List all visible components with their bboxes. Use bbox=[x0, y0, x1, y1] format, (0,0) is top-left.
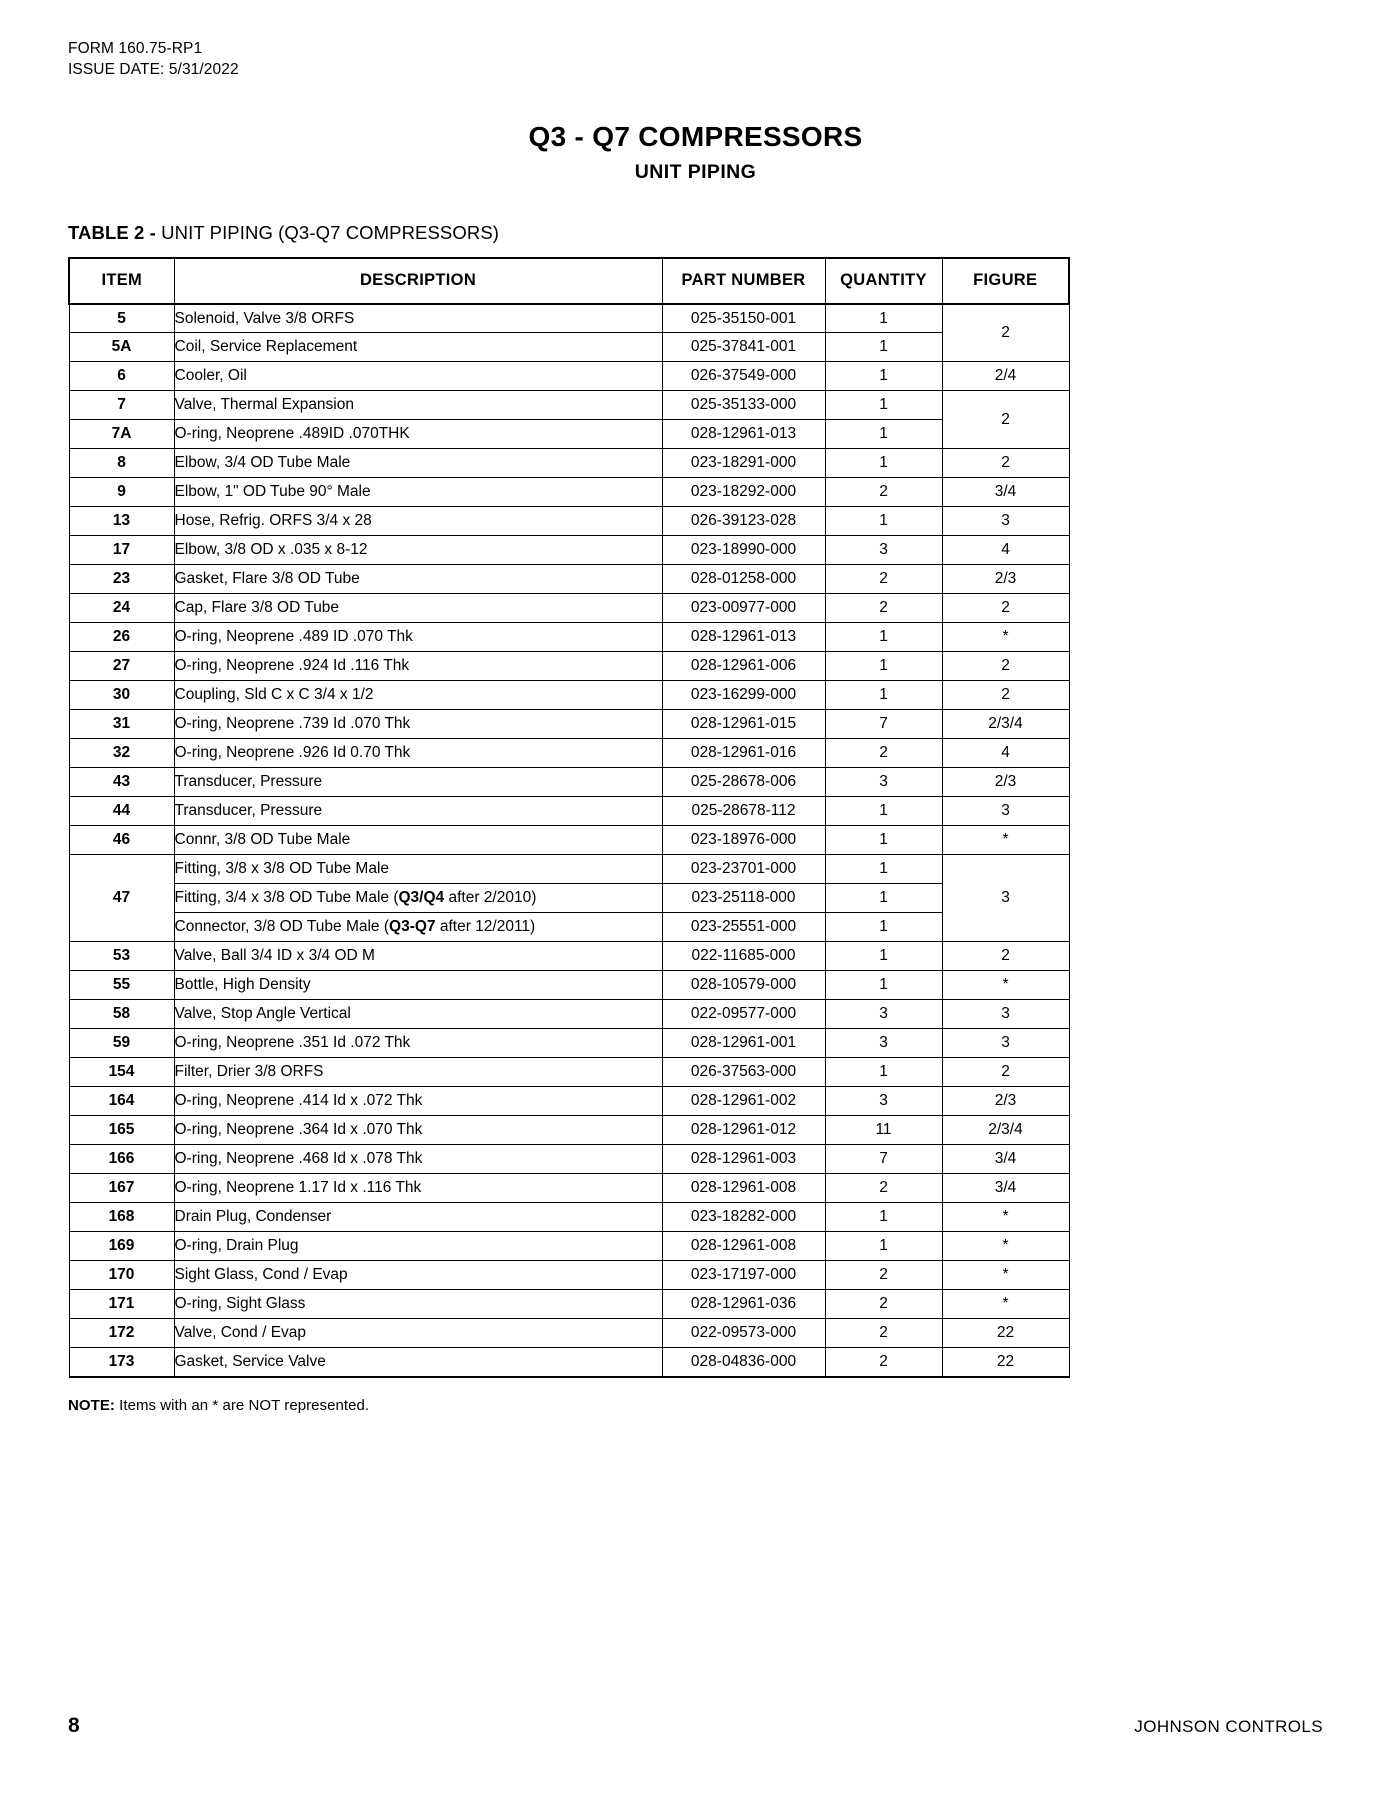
cell-figure: 3 bbox=[942, 855, 1069, 942]
cell-quantity: 1 bbox=[825, 797, 942, 826]
cell-item: 167 bbox=[69, 1174, 174, 1203]
table-row bbox=[69, 420, 1069, 449]
cell-part-number: 025-35150-001 bbox=[662, 304, 825, 333]
table-row bbox=[69, 681, 1069, 710]
cell-item: 5 bbox=[69, 304, 174, 333]
cell-quantity: 1 bbox=[825, 304, 942, 333]
cell-figure: 2 bbox=[942, 594, 1069, 623]
cell-quantity: 1 bbox=[825, 681, 942, 710]
cell-item: 30 bbox=[69, 681, 174, 710]
cell-description: Transducer, Pressure bbox=[174, 797, 662, 826]
cell-part-number: 023-23701-000 bbox=[662, 855, 825, 884]
table-header-row bbox=[69, 258, 1069, 304]
cell-item: 7A bbox=[69, 420, 174, 449]
cell-description: Coupling, Sld C x C 3/4 x 1/2 bbox=[174, 681, 662, 710]
cell-description: O-ring, Neoprene .364 Id x .070 Thk bbox=[174, 1116, 662, 1145]
cell-description: Elbow, 3/8 OD x .035 x 8-12 bbox=[174, 536, 662, 565]
page-subtitle: UNIT PIPING bbox=[634, 160, 757, 183]
table-row bbox=[69, 1261, 1069, 1290]
table-row bbox=[69, 565, 1069, 594]
cell-description: O-ring, Sight Glass bbox=[174, 1290, 662, 1319]
cell-quantity: 1 bbox=[825, 652, 942, 681]
cell-item: 53 bbox=[69, 942, 174, 971]
table-row bbox=[69, 1116, 1069, 1145]
column-header-description: DESCRIPTION bbox=[174, 258, 662, 304]
cell-part-number: 028-12961-006 bbox=[662, 652, 825, 681]
cell-figure: 2 bbox=[942, 449, 1069, 478]
form-header bbox=[68, 38, 1323, 81]
table-row bbox=[69, 652, 1069, 681]
table-row bbox=[69, 768, 1069, 797]
cell-item: 168 bbox=[69, 1203, 174, 1232]
cell-item: 59 bbox=[69, 1029, 174, 1058]
cell-quantity: 1 bbox=[825, 362, 942, 391]
cell-figure: 3 bbox=[942, 507, 1069, 536]
table-row bbox=[69, 971, 1069, 1000]
cell-description: Valve, Thermal Expansion bbox=[174, 391, 662, 420]
cell-quantity: 2 bbox=[825, 1348, 942, 1377]
cell-description: Hose, Refrig. ORFS 3/4 x 28 bbox=[174, 507, 662, 536]
cell-description: Coil, Service Replacement bbox=[174, 333, 662, 362]
cell-part-number: 023-25118-000 bbox=[662, 884, 825, 913]
cell-item: 58 bbox=[69, 1000, 174, 1029]
cell-description: Elbow, 1" OD Tube 90° Male bbox=[174, 478, 662, 507]
cell-part-number: 026-37563-000 bbox=[662, 1058, 825, 1087]
cell-quantity: 2 bbox=[825, 1319, 942, 1348]
cell-quantity: 1 bbox=[825, 942, 942, 971]
cell-part-number: 025-28678-112 bbox=[662, 797, 825, 826]
cell-quantity: 3 bbox=[825, 1029, 942, 1058]
cell-quantity: 2 bbox=[825, 739, 942, 768]
cell-item: 46 bbox=[69, 826, 174, 855]
cell-part-number: 023-00977-000 bbox=[662, 594, 825, 623]
cell-description: O-ring, Neoprene .489 ID .070 Thk bbox=[174, 623, 662, 652]
table-caption-text: UNIT PIPING (Q3-Q7 COMPRESSORS) bbox=[155, 221, 500, 243]
cell-item: 44 bbox=[69, 797, 174, 826]
cell-description: Fitting, 3/8 x 3/8 OD Tube Male bbox=[174, 855, 662, 884]
cell-description: Drain Plug, Condenser bbox=[174, 1203, 662, 1232]
cell-description: O-ring, Neoprene .468 Id x .078 Thk bbox=[174, 1145, 662, 1174]
cell-item: 32 bbox=[69, 739, 174, 768]
cell-item: 171 bbox=[69, 1290, 174, 1319]
cell-description: Transducer, Pressure bbox=[174, 768, 662, 797]
cell-figure: * bbox=[942, 971, 1069, 1000]
table-row bbox=[69, 333, 1069, 362]
cell-quantity: 1 bbox=[825, 1203, 942, 1232]
table-row bbox=[69, 1087, 1069, 1116]
cell-figure: 4 bbox=[942, 739, 1069, 768]
table-row bbox=[69, 884, 1069, 913]
table-row bbox=[69, 478, 1069, 507]
cell-part-number: 022-11685-000 bbox=[662, 942, 825, 971]
cell-part-number: 028-12961-002 bbox=[662, 1087, 825, 1116]
cell-item: 170 bbox=[69, 1261, 174, 1290]
cell-part-number: 028-12961-013 bbox=[662, 623, 825, 652]
cell-figure: 4 bbox=[942, 536, 1069, 565]
note-text: Items with an * are NOT represented. bbox=[114, 1396, 370, 1414]
cell-figure: 2 bbox=[942, 304, 1069, 362]
cell-part-number: 026-37549-000 bbox=[662, 362, 825, 391]
cell-figure: 3/4 bbox=[942, 1145, 1069, 1174]
column-header-item: ITEM bbox=[69, 258, 174, 304]
table-row bbox=[69, 1174, 1069, 1203]
cell-part-number: 028-01258-000 bbox=[662, 565, 825, 594]
cell-quantity: 1 bbox=[825, 333, 942, 362]
cell-item: 6 bbox=[69, 362, 174, 391]
cell-description: O-ring, Neoprene .739 Id .070 Thk bbox=[174, 710, 662, 739]
cell-figure: 3 bbox=[942, 1029, 1069, 1058]
cell-figure: 22 bbox=[942, 1348, 1069, 1377]
cell-description: Elbow, 3/4 OD Tube Male bbox=[174, 449, 662, 478]
cell-quantity: 3 bbox=[825, 1000, 942, 1029]
cell-item: 164 bbox=[69, 1087, 174, 1116]
table-row bbox=[69, 710, 1069, 739]
cell-part-number: 023-17197-000 bbox=[662, 1261, 825, 1290]
cell-item: 31 bbox=[69, 710, 174, 739]
cell-item: 23 bbox=[69, 565, 174, 594]
cell-part-number: 025-28678-006 bbox=[662, 768, 825, 797]
cell-quantity: 1 bbox=[825, 391, 942, 420]
column-header-part-number: PART NUMBER bbox=[662, 258, 825, 304]
cell-figure: * bbox=[942, 1203, 1069, 1232]
cell-part-number: 023-18291-000 bbox=[662, 449, 825, 478]
page-number: 8 bbox=[68, 1714, 80, 1737]
cell-item: 173 bbox=[69, 1348, 174, 1377]
cell-description: O-ring, Drain Plug bbox=[174, 1232, 662, 1261]
cell-part-number: 022-09573-000 bbox=[662, 1319, 825, 1348]
note-label: NOTE: bbox=[68, 1396, 115, 1414]
cell-description: Valve, Cond / Evap bbox=[174, 1319, 662, 1348]
table-row bbox=[69, 1145, 1069, 1174]
cell-part-number: 028-12961-001 bbox=[662, 1029, 825, 1058]
table-row bbox=[69, 1029, 1069, 1058]
cell-quantity: 2 bbox=[825, 1290, 942, 1319]
parts-table bbox=[68, 257, 1070, 1378]
cell-item: 17 bbox=[69, 536, 174, 565]
table-row bbox=[69, 942, 1069, 971]
cell-item: 165 bbox=[69, 1116, 174, 1145]
cell-item: 55 bbox=[69, 971, 174, 1000]
table-row bbox=[69, 1058, 1069, 1087]
cell-part-number: 025-35133-000 bbox=[662, 391, 825, 420]
cell-item: 172 bbox=[69, 1319, 174, 1348]
cell-item: 24 bbox=[69, 594, 174, 623]
cell-figure: 2/4 bbox=[942, 362, 1069, 391]
table-row bbox=[69, 1203, 1069, 1232]
table-body bbox=[69, 304, 1069, 1377]
cell-item: 7 bbox=[69, 391, 174, 420]
cell-figure: 2/3 bbox=[942, 768, 1069, 797]
table-row bbox=[69, 739, 1069, 768]
cell-description: Cooler, Oil bbox=[174, 362, 662, 391]
cell-part-number: 023-18282-000 bbox=[662, 1203, 825, 1232]
cell-quantity: 2 bbox=[825, 1261, 942, 1290]
cell-figure: 2/3/4 bbox=[942, 1116, 1069, 1145]
cell-item: 5A bbox=[69, 333, 174, 362]
cell-quantity: 7 bbox=[825, 710, 942, 739]
cell-part-number: 028-12961-012 bbox=[662, 1116, 825, 1145]
cell-figure: * bbox=[942, 1261, 1069, 1290]
cell-part-number: 028-12961-003 bbox=[662, 1145, 825, 1174]
cell-quantity: 2 bbox=[825, 594, 942, 623]
cell-figure: 2/3 bbox=[942, 565, 1069, 594]
cell-figure: 2/3/4 bbox=[942, 710, 1069, 739]
table-row bbox=[69, 826, 1069, 855]
cell-item: 169 bbox=[69, 1232, 174, 1261]
cell-figure: * bbox=[942, 1232, 1069, 1261]
cell-description: Solenoid, Valve 3/8 ORFS bbox=[174, 304, 662, 333]
cell-quantity: 1 bbox=[825, 507, 942, 536]
cell-figure: 2 bbox=[942, 1058, 1069, 1087]
table-caption-label: TABLE 2 - bbox=[68, 221, 156, 243]
cell-description: O-ring, Neoprene .489ID .070THK bbox=[174, 420, 662, 449]
cell-item: 154 bbox=[69, 1058, 174, 1087]
cell-description: Cap, Flare 3/8 OD Tube bbox=[174, 594, 662, 623]
cell-figure: 3/4 bbox=[942, 1174, 1069, 1203]
cell-figure: * bbox=[942, 826, 1069, 855]
cell-part-number: 028-12961-016 bbox=[662, 739, 825, 768]
cell-item: 8 bbox=[69, 449, 174, 478]
cell-part-number: 026-39123-028 bbox=[662, 507, 825, 536]
cell-description: Filter, Drier 3/8 ORFS bbox=[174, 1058, 662, 1087]
table-row bbox=[69, 594, 1069, 623]
cell-item: 9 bbox=[69, 478, 174, 507]
table-row bbox=[69, 391, 1069, 420]
cell-quantity: 1 bbox=[825, 623, 942, 652]
cell-figure: * bbox=[942, 1290, 1069, 1319]
cell-description: O-ring, Neoprene .926 Id 0.70 Thk bbox=[174, 739, 662, 768]
form-number: FORM 160.75-RP1 bbox=[68, 40, 203, 57]
cell-quantity: 1 bbox=[825, 1232, 942, 1261]
cell-item: 43 bbox=[69, 768, 174, 797]
cell-quantity: 2 bbox=[825, 565, 942, 594]
cell-quantity: 1 bbox=[825, 1058, 942, 1087]
table-row bbox=[69, 362, 1069, 391]
cell-quantity: 1 bbox=[825, 420, 942, 449]
cell-part-number: 023-18976-000 bbox=[662, 826, 825, 855]
cell-figure: 3/4 bbox=[942, 478, 1069, 507]
cell-item: 47 bbox=[69, 855, 174, 942]
cell-description: Gasket, Flare 3/8 OD Tube bbox=[174, 565, 662, 594]
page-footer bbox=[68, 1714, 1323, 1738]
cell-quantity: 1 bbox=[825, 855, 942, 884]
cell-quantity: 7 bbox=[825, 1145, 942, 1174]
table-row bbox=[69, 623, 1069, 652]
table-row bbox=[69, 507, 1069, 536]
cell-figure: * bbox=[942, 623, 1069, 652]
cell-part-number: 028-04836-000 bbox=[662, 1348, 825, 1377]
cell-quantity: 2 bbox=[825, 478, 942, 507]
cell-quantity: 1 bbox=[825, 826, 942, 855]
cell-item: 27 bbox=[69, 652, 174, 681]
column-header-quantity: QUANTITY bbox=[825, 258, 942, 304]
cell-quantity: 3 bbox=[825, 1087, 942, 1116]
cell-part-number: 028-12961-036 bbox=[662, 1290, 825, 1319]
cell-description: O-ring, Neoprene .924 Id .116 Thk bbox=[174, 652, 662, 681]
column-header-figure: FIGURE bbox=[942, 258, 1069, 304]
cell-figure: 3 bbox=[942, 1000, 1069, 1029]
cell-quantity: 1 bbox=[825, 449, 942, 478]
cell-quantity: 2 bbox=[825, 1174, 942, 1203]
cell-figure: 2 bbox=[942, 942, 1069, 971]
table-row bbox=[69, 855, 1069, 884]
cell-part-number: 023-16299-000 bbox=[662, 681, 825, 710]
cell-figure: 3 bbox=[942, 797, 1069, 826]
table-row bbox=[69, 1319, 1069, 1348]
cell-figure: 2/3 bbox=[942, 1087, 1069, 1116]
cell-description: Connector, 3/8 OD Tube Male (Q3-Q7 after 12/2011) bbox=[174, 913, 662, 942]
table-row bbox=[69, 913, 1069, 942]
table-row bbox=[69, 797, 1069, 826]
table-row bbox=[69, 1348, 1069, 1377]
table-row bbox=[69, 536, 1069, 565]
cell-figure: 2 bbox=[942, 681, 1069, 710]
cell-quantity: 1 bbox=[825, 884, 942, 913]
cell-description: Sight Glass, Cond / Evap bbox=[174, 1261, 662, 1290]
cell-description: O-ring, Neoprene .351 Id .072 Thk bbox=[174, 1029, 662, 1058]
cell-description: Connr, 3/8 OD Tube Male bbox=[174, 826, 662, 855]
cell-description: O-ring, Neoprene 1.17 Id x .116 Thk bbox=[174, 1174, 662, 1203]
cell-figure: 2 bbox=[942, 391, 1069, 449]
cell-part-number: 028-12961-008 bbox=[662, 1232, 825, 1261]
table-caption bbox=[68, 222, 1323, 244]
cell-quantity: 1 bbox=[825, 971, 942, 1000]
cell-part-number: 022-09577-000 bbox=[662, 1000, 825, 1029]
table-row bbox=[69, 1290, 1069, 1319]
cell-quantity: 11 bbox=[825, 1116, 942, 1145]
cell-part-number: 025-37841-001 bbox=[662, 333, 825, 362]
company-name: JOHNSON CONTROLS bbox=[1134, 1717, 1323, 1736]
issue-date: ISSUE DATE: 5/31/2022 bbox=[68, 61, 239, 79]
cell-figure: 22 bbox=[942, 1319, 1069, 1348]
cell-part-number: 023-18292-000 bbox=[662, 478, 825, 507]
cell-part-number: 023-25551-000 bbox=[662, 913, 825, 942]
cell-description: Valve, Stop Angle Vertical bbox=[174, 1000, 662, 1029]
cell-description: Valve, Ball 3/4 ID x 3/4 OD M bbox=[174, 942, 662, 971]
cell-description: Gasket, Service Valve bbox=[174, 1348, 662, 1377]
cell-quantity: 3 bbox=[825, 768, 942, 797]
cell-part-number: 028-12961-013 bbox=[662, 420, 825, 449]
cell-part-number: 028-12961-015 bbox=[662, 710, 825, 739]
cell-quantity: 1 bbox=[825, 913, 942, 942]
cell-part-number: 028-12961-008 bbox=[662, 1174, 825, 1203]
cell-part-number: 028-10579-000 bbox=[662, 971, 825, 1000]
cell-quantity: 3 bbox=[825, 536, 942, 565]
table-row bbox=[69, 1000, 1069, 1029]
table-row bbox=[69, 304, 1069, 333]
cell-figure: 2 bbox=[942, 652, 1069, 681]
cell-description: Fitting, 3/4 x 3/8 OD Tube Male (Q3/Q4 after 2/2010) bbox=[174, 884, 662, 913]
cell-item: 13 bbox=[69, 507, 174, 536]
table-row bbox=[69, 449, 1069, 478]
cell-description: O-ring, Neoprene .414 Id x .072 Thk bbox=[174, 1087, 662, 1116]
table-row bbox=[69, 1232, 1069, 1261]
cell-item: 26 bbox=[69, 623, 174, 652]
cell-part-number: 023-18990-000 bbox=[662, 536, 825, 565]
page-title: Q3 - Q7 COMPRESSORS bbox=[528, 120, 863, 152]
cell-item: 166 bbox=[69, 1145, 174, 1174]
cell-description: Bottle, High Density bbox=[174, 971, 662, 1000]
table-note bbox=[68, 1397, 1323, 1414]
